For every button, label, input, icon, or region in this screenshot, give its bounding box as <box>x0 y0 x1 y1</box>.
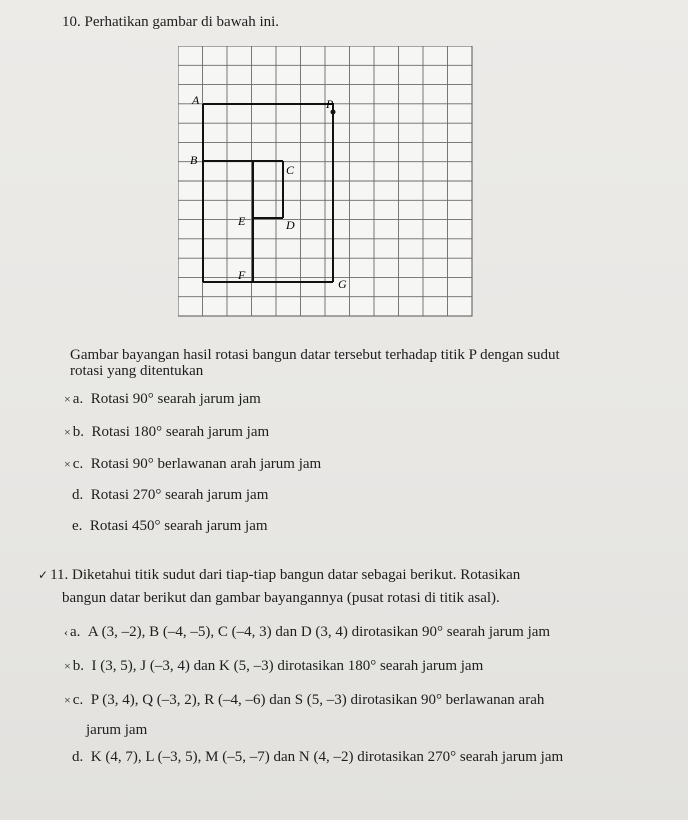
q10-option-b <box>64 424 269 441</box>
item-label: d. <box>72 749 84 765</box>
q11-item-d <box>72 749 563 766</box>
grid-figure <box>178 46 474 318</box>
q11-item-c-continued: jarum jam <box>86 722 148 738</box>
pencil-x-mark-icon: × <box>64 659 71 673</box>
question-10-line-2: rotasi yang ditentukan <box>70 363 204 379</box>
label-f: F <box>238 268 246 282</box>
pencil-x-mark-icon: × <box>64 457 71 471</box>
item-text: K (4, 7), L (–3, 5), M (–5, –7) dan N (4, –2) dirotasikan 270° searah jarum jam <box>90 749 564 765</box>
option-label: c. <box>72 456 84 472</box>
check-mark-icon: ✓ <box>38 568 49 582</box>
question-10-number: 10. <box>62 14 81 30</box>
label-p: P <box>326 97 334 111</box>
q10-option-c <box>64 456 321 473</box>
option-text: Rotasi 180° searah jarum jam <box>91 424 270 440</box>
label-d: D <box>286 218 295 232</box>
q11-item-c <box>64 692 544 709</box>
label-c: C <box>286 163 295 177</box>
question-10-line-1: Gambar bayangan hasil rotasi bangun datar tersebut terhadap titik P dengan sudut <box>70 347 560 363</box>
q11-item-a <box>64 624 550 641</box>
item-text: A (3, –2), B (–4, –5), C (–4, 3) dan D (3, 4) dirotasikan 90° searah jarum jam <box>87 624 551 640</box>
q10-option-e <box>72 518 268 535</box>
option-label: a. <box>72 391 84 407</box>
label-a: A <box>192 93 200 107</box>
pencil-x-mark-icon: × <box>64 425 71 439</box>
item-text: I (3, 5), J (–3, 4) dan K (5, –3) dirotasikan 180° searah jarum jam <box>91 658 484 674</box>
item-label: b. <box>72 658 85 674</box>
label-b: B <box>190 153 198 167</box>
question-11-line-1 <box>38 567 520 584</box>
label-e: E <box>238 214 246 228</box>
option-label: e. <box>72 518 83 534</box>
pencil-x-mark-icon: × <box>64 392 71 406</box>
option-text: Rotasi 270° searah jarum jam <box>90 487 269 503</box>
q11-item-b <box>64 658 483 675</box>
item-text: P (3, 4), Q (–3, 2), R (–4, –6) dan S (5, –3) dirotasikan 90° berlawanan arah <box>90 692 545 708</box>
question-11-number: 11. <box>50 567 69 583</box>
item-label: c. <box>72 692 84 708</box>
question-10-header <box>62 14 279 31</box>
label-g: G <box>338 277 347 291</box>
question-10-title: Perhatikan gambar di bawah ini. <box>84 14 280 30</box>
q10-option-d <box>72 487 268 504</box>
pencil-arrow-mark-icon: ‹ <box>64 625 68 639</box>
question-11-text: Diketahui titik sudut dari tiap-tiap bangun datar sebagai berikut. Rotasikan <box>72 567 521 583</box>
pencil-x-mark-icon: × <box>64 693 71 707</box>
option-text: Rotasi 90° berlawanan arah jarum jam <box>90 456 322 472</box>
item-label: a. <box>70 624 81 640</box>
option-text: Rotasi 90° searah jarum jam <box>90 391 261 407</box>
option-text: Rotasi 450° searah jarum jam <box>89 518 268 534</box>
option-label: d. <box>72 487 84 503</box>
option-label: b. <box>72 424 85 440</box>
q10-option-a <box>64 391 261 408</box>
question-11-line-2: bangun datar berikut dan gambar bayangannya (pusat rotasi di titik asal). <box>62 590 500 606</box>
